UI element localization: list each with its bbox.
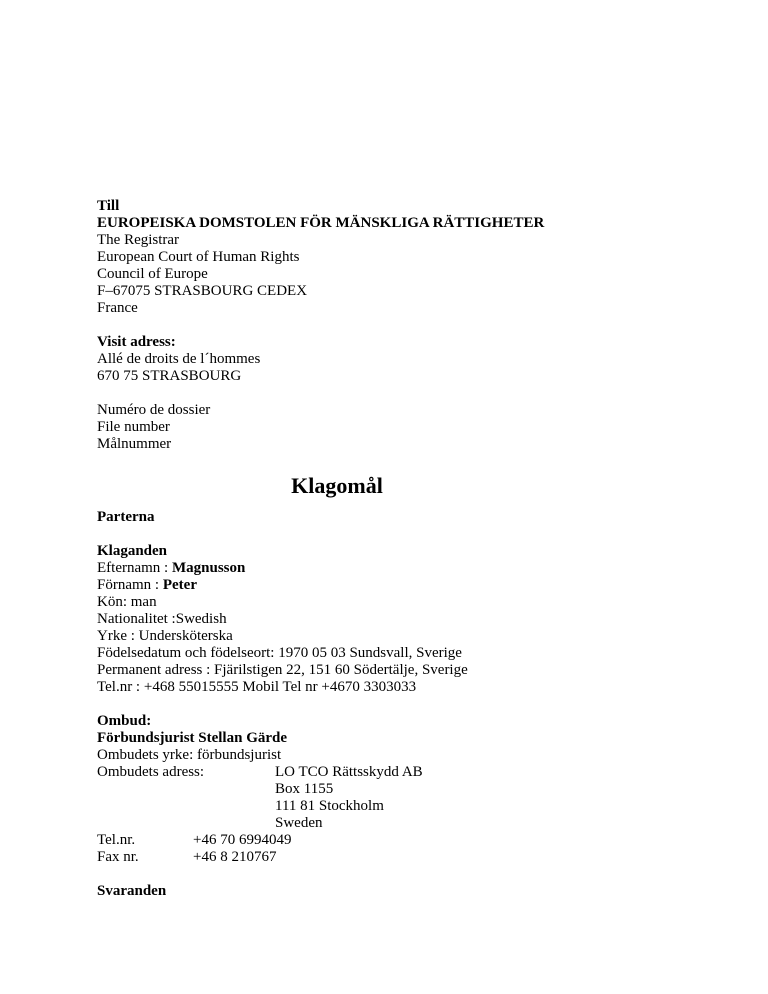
recipient-line: The Registrar: [97, 232, 180, 248]
parties-heading: Parterna: [97, 509, 155, 525]
applicant-line: Födelsedatum och födelseort: 1970 05 03 Sundsvall, Sverige: [97, 645, 462, 661]
firstname-label: Förnamn :: [97, 577, 163, 593]
recipient-line: Council of Europe: [97, 266, 208, 282]
tel-label: Tel.nr.: [97, 832, 136, 848]
fax-value: +46 8 210767: [193, 849, 277, 865]
applicant-line: Nationalitet :Swedish: [97, 611, 227, 627]
applicant-block: [97, 543, 717, 696]
file-number-line: Numéro de dossier: [97, 402, 211, 418]
address-line: 111 81 Stockholm: [275, 798, 384, 814]
tel-value: +46 70 6994049: [193, 832, 292, 848]
recipient-line: European Court of Human Rights: [97, 249, 300, 265]
applicant-line: Kön: man: [97, 594, 157, 610]
fax-row: [97, 849, 717, 866]
address-line: LO TCO Rättsskydd AB: [275, 764, 423, 780]
representative-block: [97, 713, 717, 866]
file-number-block: [97, 402, 717, 453]
representative-name: Förbundsjurist Stellan Gärde: [97, 730, 288, 746]
court-name: EUROPEISKA DOMSTOLEN FÖR MÄNSKLIGA RÄTTIGHETER: [97, 215, 545, 231]
recipient-line: F–67075 STRASBOURG CEDEX: [97, 283, 308, 299]
applicant-line: Permanent adress : Fjärilstigen 22, 151 60 Södertälje, Sverige: [97, 662, 468, 678]
applicant-line: Tel.nr : +468 55015555 Mobil Tel nr +4670 3303033: [97, 679, 417, 695]
representative-occupation: Ombudets yrke: förbundsjurist: [97, 747, 282, 763]
respondent-heading: Svaranden: [97, 883, 167, 899]
applicant-heading: Klaganden: [97, 543, 168, 559]
applicant-surname-row: [97, 560, 717, 577]
address-line: Sweden: [275, 815, 323, 831]
address-label: Ombudets adress:: [97, 764, 205, 780]
recipient-line: France: [97, 300, 138, 316]
representative-address-row: [97, 764, 717, 781]
visit-address-heading: Visit adress:: [97, 334, 176, 350]
address-line: Box 1155: [275, 781, 334, 797]
visit-address-line: 670 75 STRASBOURG: [97, 368, 242, 384]
visit-address-block: [97, 334, 717, 385]
file-number-line: File number: [97, 419, 170, 435]
representative-heading: Ombud:: [97, 713, 152, 729]
document-title: Klagomål: [291, 473, 383, 498]
visit-address-line: Allé de droits de l´hommes: [97, 351, 261, 367]
recipient-to-label: Till: [97, 198, 120, 214]
applicant-firstname-row: [97, 577, 717, 594]
recipient-block: [97, 198, 717, 317]
fax-label: Fax nr.: [97, 849, 139, 865]
telephone-row: [97, 832, 717, 849]
file-number-line: Målnummer: [97, 436, 172, 452]
document-page: [97, 198, 717, 900]
applicant-line: Yrke : Undersköterska: [97, 628, 233, 644]
firstname-value: Peter: [162, 577, 197, 593]
surname-label: Efternamn :: [97, 560, 172, 576]
surname-value: Magnusson: [171, 560, 246, 576]
